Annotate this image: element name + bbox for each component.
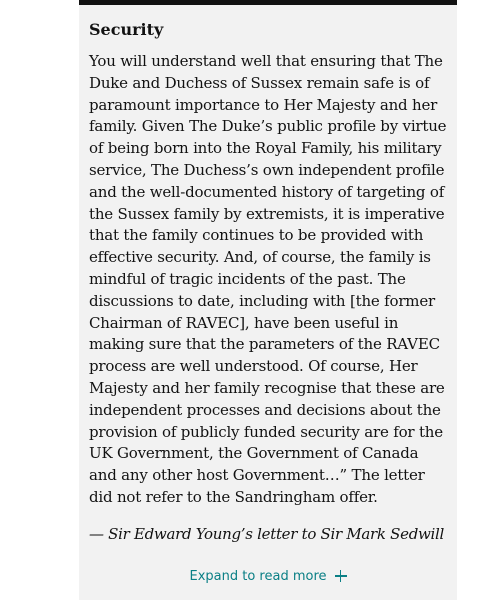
plus-icon <box>335 570 347 582</box>
factbox-body: You will understand well that ensuring that The Duke and Duchess of Sussex remain safe is of paramount importance to Her Majesty and her family. Given The Duke’s public profile by virtue of being born into the Royal Family, his military service, The Duchess’s own independent profile and the well-documented history of targeting of the Sussex family by extremists, it is imperative that the family continues to be provided with effective security. And, of course, the family is mindful of tragic incidents of the past. The discussions to date, including with [the former Chairman of RAVEC], have been useful in making sure that the parameters of the RAVEC process are well understood. Of course, Her Majesty and her family recognise that these are independent processes and decisions about the provision of publicly funded security are for the UK Government, the Government of Canada and any other host Government…” The letter did not refer to the Sandringham offer. <box>89 52 447 506</box>
factbox-panel <box>79 0 457 600</box>
factbox-heading: Security <box>89 20 164 39</box>
factbox-attribution: — Sir Edward Young’s letter to Sir Mark Sedwill <box>89 524 445 543</box>
expand-button[interactable] <box>89 569 447 584</box>
expand-label: Expand to read more <box>189 568 327 584</box>
